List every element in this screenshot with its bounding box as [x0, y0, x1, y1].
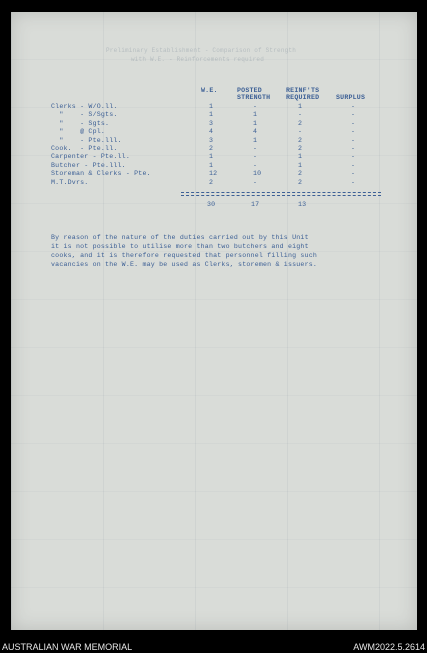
row-we: 1: [209, 161, 214, 169]
row-surplus: -: [351, 178, 356, 186]
row-we: 1: [209, 111, 214, 119]
row-posted: 1: [253, 119, 258, 127]
row-posted: 10: [253, 170, 262, 178]
row-label: Clerks - W/O.ll.: [51, 103, 118, 110]
row-posted: -: [253, 161, 258, 169]
total-posted: 17: [251, 201, 260, 208]
row-posted: -: [253, 178, 258, 186]
paragraph-line-2: it is not possible to utilise more than two butchers and eight: [51, 243, 309, 250]
row-posted: -: [253, 153, 258, 161]
header-ghost-line-2: with W.E. - Reinforcements required: [131, 56, 265, 63]
column-header-reinf-1: REINF'TS: [286, 87, 320, 94]
row-required: 2: [298, 119, 303, 127]
total-required: 13: [298, 201, 307, 208]
row-surplus: -: [351, 153, 356, 161]
document-sheet: [11, 12, 417, 630]
row-surplus: -: [351, 136, 356, 144]
row-surplus: -: [351, 119, 356, 127]
row-required: 2: [298, 178, 303, 186]
column-header-reinf-2: REQUIRED: [286, 94, 320, 101]
row-label: " - Sgts.: [51, 119, 110, 127]
row-posted: -: [253, 103, 258, 110]
row-required: 2: [298, 170, 303, 178]
row-surplus: -: [351, 170, 356, 178]
row-required: 2: [298, 136, 303, 144]
row-we: 4: [209, 128, 214, 136]
row-required: 2: [298, 145, 303, 152]
footer-archive-name: AUSTRALIAN WAR MEMORIAL: [2, 642, 133, 652]
paragraph-line-3: cooks, and it is therefore requested that personnel filling such: [51, 252, 318, 259]
row-label: " - S/Sgts.: [51, 111, 118, 119]
row-posted: 4: [253, 128, 258, 136]
row-posted: 1: [253, 136, 258, 144]
row-label: Carpenter - Pte.ll.: [51, 153, 130, 161]
totals-rule-lower: [181, 195, 381, 196]
row-posted: -: [253, 145, 258, 152]
row-required: 1: [298, 161, 303, 169]
row-surplus: -: [351, 161, 356, 169]
column-header-posted-2: STRENGTH: [237, 94, 271, 101]
row-surplus: -: [351, 128, 356, 136]
row-we: 2: [209, 145, 214, 152]
row-label: Storeman & Clerks - Pte.: [51, 170, 151, 178]
row-label: M.T.Dvrs.: [51, 178, 89, 186]
row-we: 3: [209, 136, 214, 144]
column-header-surplus: SURPLUS: [336, 94, 366, 101]
row-label: " @ Cpl.: [51, 128, 106, 136]
row-required: -: [298, 111, 303, 119]
row-we: 3: [209, 119, 214, 127]
row-required: 1: [298, 103, 303, 110]
paragraph-line-4: vacancies on the W.E. may be used as Clerks, storemen & issuers.: [51, 261, 318, 268]
footer-reference-number: AWM2022.5.2614: [353, 642, 425, 652]
row-label: Cook. - Pte.ll.: [51, 145, 118, 152]
row-required: 1: [298, 153, 303, 161]
row-we: 1: [209, 153, 214, 161]
total-we: 30: [207, 201, 216, 208]
row-posted: 1: [253, 111, 258, 119]
row-we: 2: [209, 178, 214, 186]
column-header-posted-1: POSTED: [237, 87, 262, 94]
header-ghost-line-1: Preliminary Establishment - Comparison of Strength: [106, 47, 297, 54]
row-label: Butcher - Pte.lll.: [51, 161, 126, 169]
row-we: 1: [209, 103, 214, 110]
row-label: " - Pte.lll.: [51, 136, 122, 144]
paragraph-line-1: By reason of the nature of the duties carried out by this Unit: [51, 234, 309, 241]
row-surplus: -: [351, 111, 356, 119]
totals-rule-upper: [181, 192, 381, 193]
row-required: -: [298, 128, 303, 136]
row-we: 12: [209, 170, 218, 178]
column-header-we: W.E.: [201, 87, 218, 94]
row-surplus: -: [351, 145, 356, 152]
row-surplus: -: [351, 103, 356, 110]
